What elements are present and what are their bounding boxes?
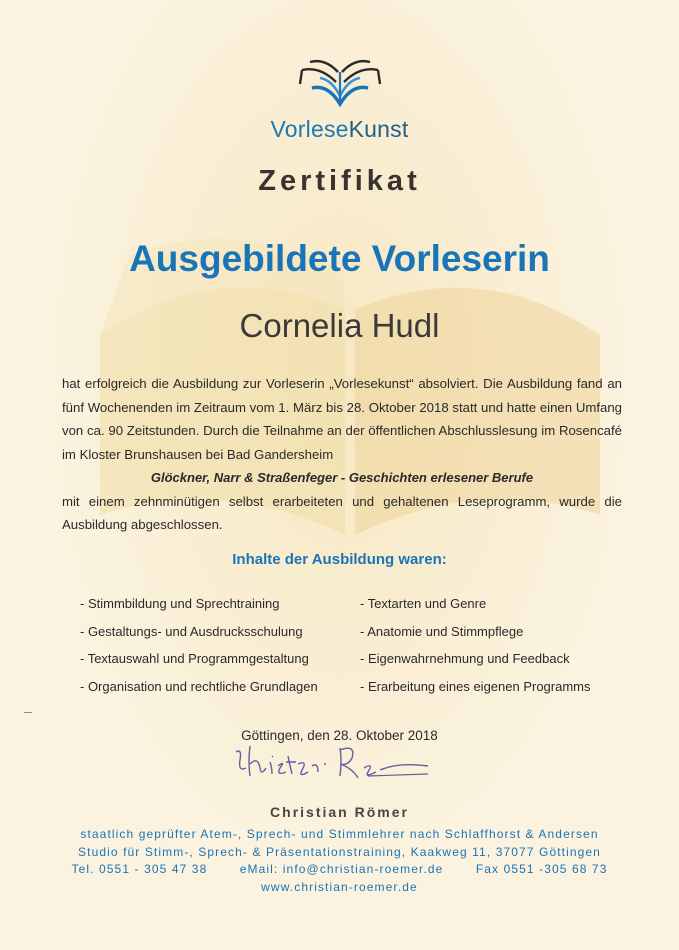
brand-part1: Vorlese (270, 116, 349, 142)
footer-email: eMail: info@christian-roemer.de (239, 862, 444, 876)
body-paragraph-1: hat erfolgreich die Ausbildung zur Vorleserin „Vorlesekunst“ absolviert. Die Ausbildung fand an fünf Wochenenden im Zeitraum vom 1. März bis 28. Oktober 2018 statt und hatte einen Umfang von ca. 90 Zeitstunden. Durch die Teilnahme an der öffentlichen Abschlusslesung im Rosencafé im Kloster Brunshausen bei Bad Gandersheim (62, 376, 622, 462)
footer-contact (0, 826, 679, 896)
contents-heading: Inhalte der Ausbildung waren: (232, 551, 447, 568)
margin-mark (24, 712, 32, 713)
contents-list-right (360, 590, 591, 700)
signer-name: Christian Römer (270, 804, 409, 820)
list-item: - Erarbeitung eines eigenen Programms (360, 678, 591, 694)
place-date: Göttingen, den 28. Oktober 2018 (241, 728, 438, 743)
book-title: Glöckner, Narr & Straßenfeger - Geschichten erlesener Berufe (150, 470, 534, 485)
footer-line-1: staatlich geprüfter Atem-, Sprech- und Stimmlehrer nach Schlaffhorst & Andersen (80, 827, 599, 841)
list-item: - Textarten und Genre (360, 596, 487, 611)
footer-website: www.christian-roemer.de (261, 879, 418, 894)
certificate-subtitle: Ausgebildete Vorleserin (129, 238, 550, 279)
list-item: - Stimmbildung und Sprechtraining (80, 596, 280, 611)
list-item: - Gestaltungs- und Ausdrucksschulung (80, 623, 303, 639)
footer-line-2: Studio für Stimm-, Sprech- & Präsentationstraining, Kaakweg 11, 37077 Göttingen (78, 844, 601, 859)
list-item: - Anatomie und Stimmpflege (360, 623, 524, 639)
body-paragraph-2: mit einem zehnminütigen selbst erarbeiteten und gehaltenen Leseprogramm, wurde die Ausbildung abgeschlossen. (62, 493, 622, 532)
certificate-body (62, 372, 622, 537)
footer-phone: Tel. 0551 - 305 47 38 (71, 862, 208, 876)
brand-part2: Kunst (348, 116, 409, 142)
list-item: - Organisation und rechtliche Grundlagen (80, 678, 318, 694)
open-book-logo-icon (290, 48, 390, 110)
list-item: - Textauswahl und Programmgestaltung (80, 651, 309, 666)
contents-list-left (80, 590, 318, 700)
list-item: - Eigenwahrnehmung und Feedback (360, 651, 570, 666)
brand-name (0, 116, 679, 143)
certificate-title: Zertifikat (258, 165, 421, 197)
handwritten-signature (228, 738, 438, 788)
recipient-name: Cornelia Hudl (239, 307, 440, 344)
footer-fax: Fax 0551 -305 68 73 (475, 862, 608, 876)
footer-contact-row (72, 861, 608, 879)
